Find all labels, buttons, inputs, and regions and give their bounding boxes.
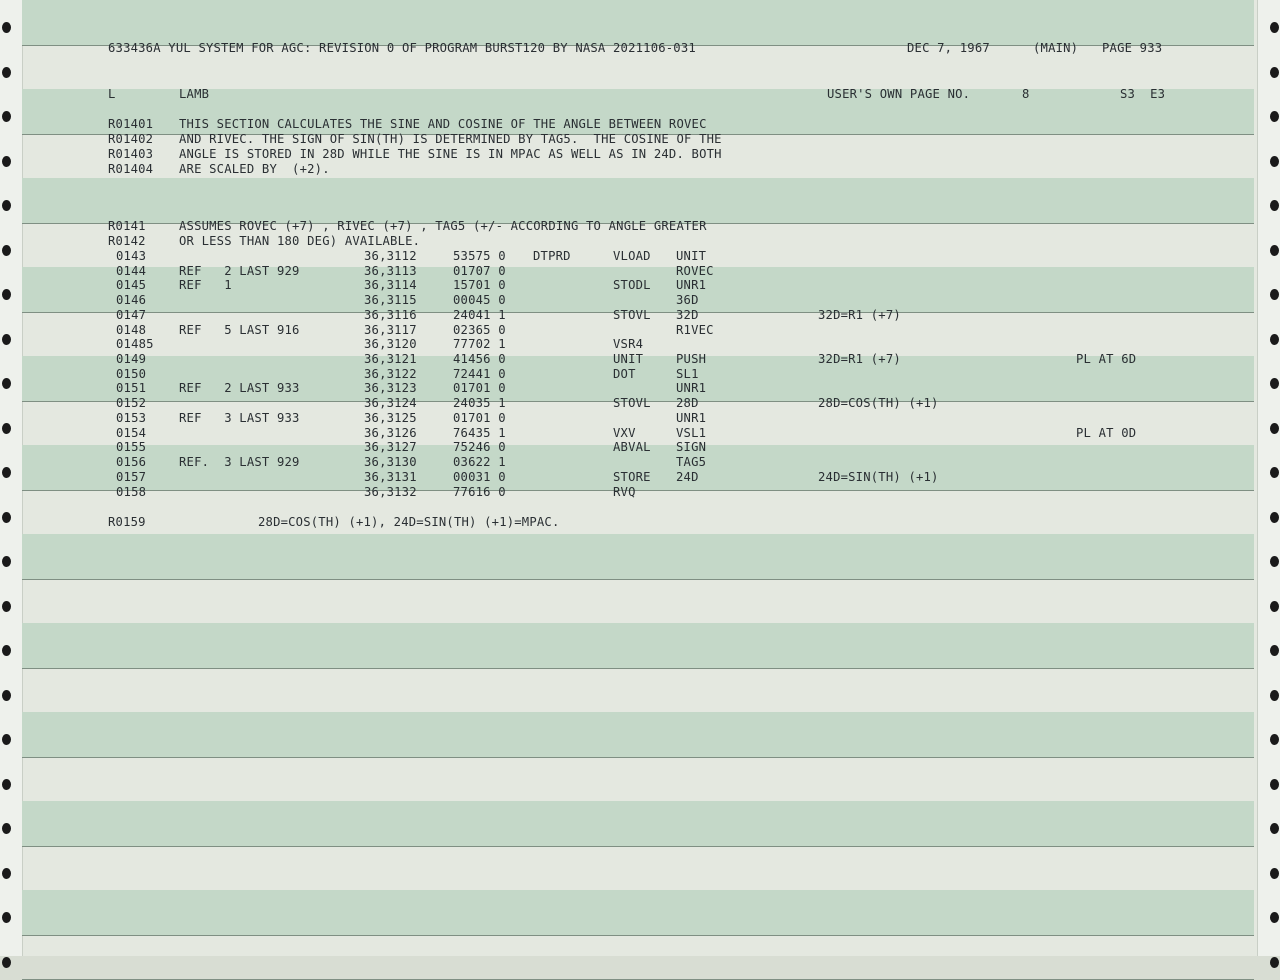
ref-column: REF 5 LAST 916: [179, 322, 300, 337]
assumes-text: ASSUMES ROVEC (+7) , RIVEC (+7) , TAG5 (+/- ACCORDING TO ANGLE GREATER: [179, 219, 707, 233]
operand: PUSH: [676, 352, 707, 367]
line-number: 0155: [116, 440, 147, 455]
operand: UNIT: [676, 249, 707, 263]
comment-text: AND RIVEC. THE SIGN OF SIN(TH) IS DETERMINED BY TAG5. THE COSINE OF THE: [179, 132, 722, 146]
code-row: [0, 381, 1280, 396]
line-id: R01404: [108, 162, 154, 176]
line-id: R0142: [108, 234, 146, 248]
comment-text: THIS SECTION CALCULATES THE SINE AND COSINE OF THE ANGLE BETWEEN ROVEC: [179, 117, 707, 131]
ref-column: REF 3 LAST 933: [179, 410, 300, 425]
line-number: 0149: [116, 352, 147, 367]
line-number: 0146: [116, 293, 147, 308]
octal-word: 01701 0: [453, 410, 506, 425]
sprocket-hole: [1270, 779, 1279, 790]
assumes-line: [0, 219, 1280, 234]
ref-column: REF 2 LAST 929: [179, 263, 300, 278]
line-number: 0157: [116, 469, 147, 484]
line-number: 0158: [116, 484, 147, 499]
code-row: [0, 426, 1280, 441]
section-codes: S3 E3: [1120, 87, 1166, 101]
operand: R1VEC: [676, 322, 714, 337]
operand: SIGN: [676, 440, 707, 455]
octal-word: 02365 0: [453, 322, 506, 337]
pushlist-note: PL AT 0D: [1076, 425, 1137, 440]
sprocket-hole: [2, 601, 11, 612]
assumes-text: OR LESS THAN 180 DEG) AVAILABLE.: [179, 234, 421, 248]
address: 36,3114: [364, 278, 417, 293]
address: 36,3126: [364, 425, 417, 440]
code-row: [0, 396, 1280, 411]
code-row: [0, 308, 1280, 323]
code-row: [0, 352, 1280, 367]
sprocket-hole: [2, 645, 11, 656]
opcode: STORE: [613, 469, 651, 484]
sprocket-hole: [1270, 690, 1279, 701]
section-mark: L: [108, 87, 116, 101]
octal-word: 15701 0: [453, 278, 506, 293]
sprocket-hole: [1270, 22, 1279, 33]
sprocket-hole: [1270, 67, 1279, 78]
opcode: RVQ: [613, 484, 636, 499]
address: 36,3132: [364, 484, 417, 499]
operand: TAG5: [676, 455, 707, 470]
sprocket-hole: [1270, 868, 1279, 879]
line-number: 01485: [116, 337, 154, 352]
line-number: 0154: [116, 425, 147, 440]
code-row: [0, 411, 1280, 426]
code-row: [0, 440, 1280, 455]
comment-text: ARE SCALED BY (+2).: [179, 162, 330, 176]
sprocket-hole: [1270, 823, 1279, 834]
address: 36,3122: [364, 366, 417, 381]
comment-line: [0, 162, 1280, 177]
address: 36,3127: [364, 440, 417, 455]
operand: 24D: [676, 469, 699, 484]
line-id: R0141: [108, 219, 146, 233]
sprocket-hole: [1270, 957, 1279, 968]
octal-word: 77702 1: [453, 337, 506, 352]
code-row: [0, 249, 1280, 264]
green-band: [22, 178, 1254, 223]
sprocket-hole: [1270, 601, 1279, 612]
sprocket-hole: [1270, 556, 1279, 567]
octal-word: 53575 0: [453, 249, 506, 263]
opcode: STOVL: [613, 307, 651, 322]
address: 36,3123: [364, 381, 417, 396]
operand: UNR1: [676, 381, 707, 396]
band-rule: [22, 935, 1254, 936]
code-row: [0, 323, 1280, 338]
sprocket-hole: [1270, 645, 1279, 656]
octal-word: 41456 0: [453, 352, 506, 367]
octal-word: 76435 1: [453, 425, 506, 440]
line-number: 0143: [116, 249, 147, 263]
opcode: DOT: [613, 366, 636, 381]
code-row: [0, 367, 1280, 382]
users-page-number: 8: [1022, 87, 1030, 101]
address: 36,3120: [364, 337, 417, 352]
operand: ROVEC: [676, 263, 714, 278]
remark: 28D=COS(TH) (+1): [818, 396, 939, 411]
ref-column: REF. 3 LAST 929: [179, 455, 300, 470]
octal-word: 75246 0: [453, 440, 506, 455]
octal-word: 24041 1: [453, 307, 506, 322]
address: 36,3124: [364, 396, 417, 411]
green-band: [22, 890, 1254, 935]
band-rule: [22, 846, 1254, 847]
opcode: ABVAL: [613, 440, 651, 455]
address: 36,3121: [364, 352, 417, 367]
green-band: [22, 801, 1254, 846]
sprocket-hole: [1270, 912, 1279, 923]
line-number: 0147: [116, 307, 147, 322]
listing-tag: (MAIN): [1033, 41, 1079, 55]
subheader-line: [0, 87, 1280, 102]
sprocket-hole: [2, 912, 11, 923]
code-row: [0, 455, 1280, 470]
sprocket-hole: [2, 868, 11, 879]
code-row: [0, 485, 1280, 500]
section-name: LAMB: [179, 87, 210, 101]
octal-word: 00031 0: [453, 469, 506, 484]
page-number: PAGE 933: [1102, 41, 1163, 55]
ref-column: REF 2 LAST 933: [179, 381, 300, 396]
header-line: [0, 41, 1280, 56]
address: 36,3116: [364, 307, 417, 322]
green-band: [22, 712, 1254, 757]
sprocket-hole: [2, 22, 11, 33]
line-number: 0152: [116, 396, 147, 411]
address: 36,3130: [364, 455, 417, 470]
summary-text: 28D=COS(TH) (+1), 24D=SIN(TH) (+1)=MPAC.: [258, 515, 560, 529]
opcode: UNIT: [613, 352, 644, 367]
line-number: 0144: [116, 263, 147, 278]
listing-title: 633436A YUL SYSTEM FOR AGC: REVISION 0 OF PROGRAM BURST120 BY NASA 2021106-031: [108, 41, 696, 55]
octal-word: 03622 1: [453, 455, 506, 470]
comment-line: [0, 147, 1280, 162]
band-rule: [22, 668, 1254, 669]
opcode: STOVL: [613, 396, 651, 411]
opcode: VSR4: [613, 337, 644, 352]
listing-date: DEC 7, 1967: [907, 41, 990, 55]
address: 36,3131: [364, 469, 417, 484]
line-number: 0151: [116, 381, 147, 396]
band-rule: [22, 757, 1254, 758]
code-row: [0, 293, 1280, 308]
code-row: [0, 278, 1280, 293]
address: 36,3112: [364, 249, 417, 263]
operand: 36D: [676, 293, 699, 308]
label-column: DTPRD: [533, 249, 571, 263]
address: 36,3113: [364, 263, 417, 278]
sprocket-hole: [1270, 734, 1279, 745]
octal-word: 00045 0: [453, 293, 506, 308]
opcode: VXV: [613, 425, 636, 440]
summary-id: R0159: [108, 515, 146, 529]
sprocket-hole: [2, 200, 11, 211]
code-row: [0, 264, 1280, 279]
sprocket-hole: [2, 957, 11, 968]
pushlist-note: PL AT 6D: [1076, 352, 1137, 367]
sprocket-hole: [2, 734, 11, 745]
remark: 24D=SIN(TH) (+1): [818, 469, 939, 484]
address: 36,3115: [364, 293, 417, 308]
green-band: [22, 0, 1254, 45]
line-number: 0145: [116, 278, 147, 293]
comment-line: [0, 117, 1280, 132]
octal-word: 77616 0: [453, 484, 506, 499]
operand: UNR1: [676, 278, 707, 293]
operand: UNR1: [676, 410, 707, 425]
line-id: R01402: [108, 132, 154, 146]
remark: 32D=R1 (+7): [818, 352, 901, 367]
octal-word: 72441 0: [453, 366, 506, 381]
sprocket-hole: [2, 779, 11, 790]
comment-text: ANGLE IS STORED IN 28D WHILE THE SINE IS IN MPAC AS WELL AS IN 24D. BOTH: [179, 147, 722, 161]
code-row: [0, 470, 1280, 485]
operand: 32D: [676, 307, 699, 322]
line-number: 0156: [116, 455, 147, 470]
comment-line: [0, 132, 1280, 147]
operand: SL1: [676, 366, 699, 381]
sprocket-hole: [2, 690, 11, 701]
octal-word: 01701 0: [453, 381, 506, 396]
octal-word: 24035 1: [453, 396, 506, 411]
line-number: 0153: [116, 410, 147, 425]
green-band: [22, 534, 1254, 579]
address: 36,3117: [364, 322, 417, 337]
users-page-label: USER'S OWN PAGE NO.: [827, 87, 971, 101]
summary-line: [0, 515, 1280, 530]
opcode: VLOAD: [613, 249, 651, 263]
line-number: 0150: [116, 366, 147, 381]
ref-column: REF 1: [179, 278, 232, 293]
remark: 32D=R1 (+7): [818, 307, 901, 322]
assumes-line: [0, 234, 1280, 249]
code-row: [0, 337, 1280, 352]
line-number: 0148: [116, 322, 147, 337]
sprocket-hole: [2, 823, 11, 834]
band-rule: [22, 579, 1254, 580]
line-id: R01403: [108, 147, 154, 161]
line-id: R01401: [108, 117, 154, 131]
operand: 28D: [676, 396, 699, 411]
green-band: [22, 623, 1254, 668]
octal-word: 01707 0: [453, 263, 506, 278]
address: 36,3125: [364, 410, 417, 425]
opcode: STODL: [613, 278, 651, 293]
sprocket-hole: [1270, 200, 1279, 211]
operand: VSL1: [676, 425, 707, 440]
